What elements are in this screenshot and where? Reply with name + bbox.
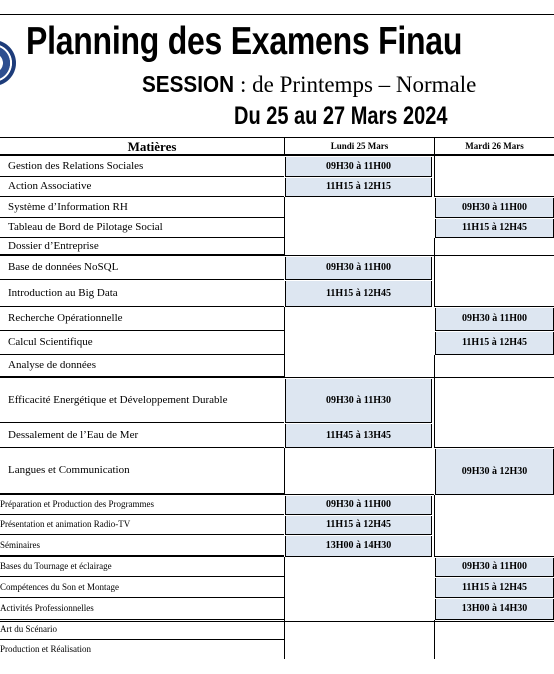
session-description: : de Printemps – Normale: [234, 72, 477, 97]
date-range: Du 25 au 27 Mars 2024: [234, 102, 448, 130]
exam-time-lundi: 09H30 à 11H00: [285, 496, 432, 515]
exam-time-mardi: 09H30 à 11H00: [435, 308, 554, 331]
empty-cell: [434, 156, 554, 197]
empty-cell: [434, 495, 554, 557]
empty-cell: [284, 197, 434, 256]
page-title: Planning des Examens Finau: [26, 20, 463, 63]
university-logo-icon: [0, 40, 16, 86]
subject-cell: Langues et Communication: [0, 448, 284, 495]
exam-time-lundi: 11H45 à 13H45: [285, 424, 432, 448]
subject-cell: Action Associative: [0, 177, 284, 197]
subject-cell: Séminaires: [0, 535, 284, 557]
column-header-mardi: Mardi 26 Mars: [434, 138, 554, 156]
exam-time-mardi: 11H15 à 12H45: [435, 219, 554, 238]
subject-cell: Introduction au Big Data: [0, 280, 284, 307]
subject-cell: Présentation et animation Radio-TV: [0, 515, 284, 535]
empty-cell: [434, 238, 554, 256]
subject-cell: Calcul Scientifique: [0, 331, 284, 355]
subject-cell: Compétences du Son et Montage: [0, 577, 284, 598]
exam-time-lundi: 09H30 à 11H00: [285, 257, 432, 280]
empty-cell: [434, 620, 554, 659]
exam-time-lundi: 11H15 à 12H15: [285, 178, 432, 197]
empty-cell: [434, 355, 554, 378]
subject-cell: Bases du Tournage et éclairage: [0, 557, 284, 577]
empty-cell: [434, 378, 554, 448]
session-keyword: SESSION: [142, 71, 235, 97]
column-header-matieres: Matières: [0, 138, 284, 156]
exam-time-lundi: 13H00 à 14H30: [285, 536, 432, 557]
subject-cell: Dessalement de l’Eau de Mer: [0, 423, 284, 448]
exam-time-lundi: 11H15 à 12H45: [285, 281, 432, 307]
session-line: [142, 70, 476, 99]
exam-time-lundi: 09H30 à 11H30: [285, 379, 432, 423]
exam-time-mardi: 09H30 à 11H00: [435, 558, 554, 577]
exam-time-mardi: 13H00 à 14H30: [435, 599, 554, 620]
column-header-lundi: Lundi 25 Mars: [284, 138, 434, 156]
subject-cell: Dossier d’Entreprise: [0, 238, 284, 256]
exam-time-lundi: 11H15 à 12H45: [285, 516, 432, 535]
empty-cell: [284, 448, 434, 495]
exam-time-lundi: 09H30 à 11H00: [285, 157, 432, 177]
subject-cell: Production et Réalisation: [0, 644, 91, 654]
exam-time-mardi: 09H30 à 11H00: [435, 198, 554, 218]
subject-cell: Base de données NoSQL: [0, 256, 284, 280]
empty-cell: [284, 557, 434, 659]
subject-cell: Recherche Opérationnelle: [0, 307, 284, 331]
subject-cell: Activités Professionnelles: [0, 598, 284, 620]
subject-cell: Système d’Information RH: [0, 197, 284, 218]
subject-cell: Art du Scénario: [0, 620, 284, 640]
empty-cell: [434, 256, 554, 307]
exam-time-mardi: 11H15 à 12H45: [435, 332, 554, 355]
subject-cell: Analyse de données: [0, 355, 284, 378]
subject-cell: Préparation et Production des Programmes: [0, 495, 284, 515]
subject-cell: Gestion des Relations Sociales: [0, 156, 284, 177]
exam-time-mardi: 11H15 à 12H45: [435, 578, 554, 598]
exam-time-mardi: 09H30 à 12H30: [435, 449, 554, 495]
empty-cell: [284, 307, 434, 378]
schedule-table: [0, 137, 554, 654]
subject-cell: Tableau de Bord de Pilotage Social: [0, 218, 284, 238]
subject-cell: Efficacité Energétique et Développement Durable: [0, 378, 284, 423]
